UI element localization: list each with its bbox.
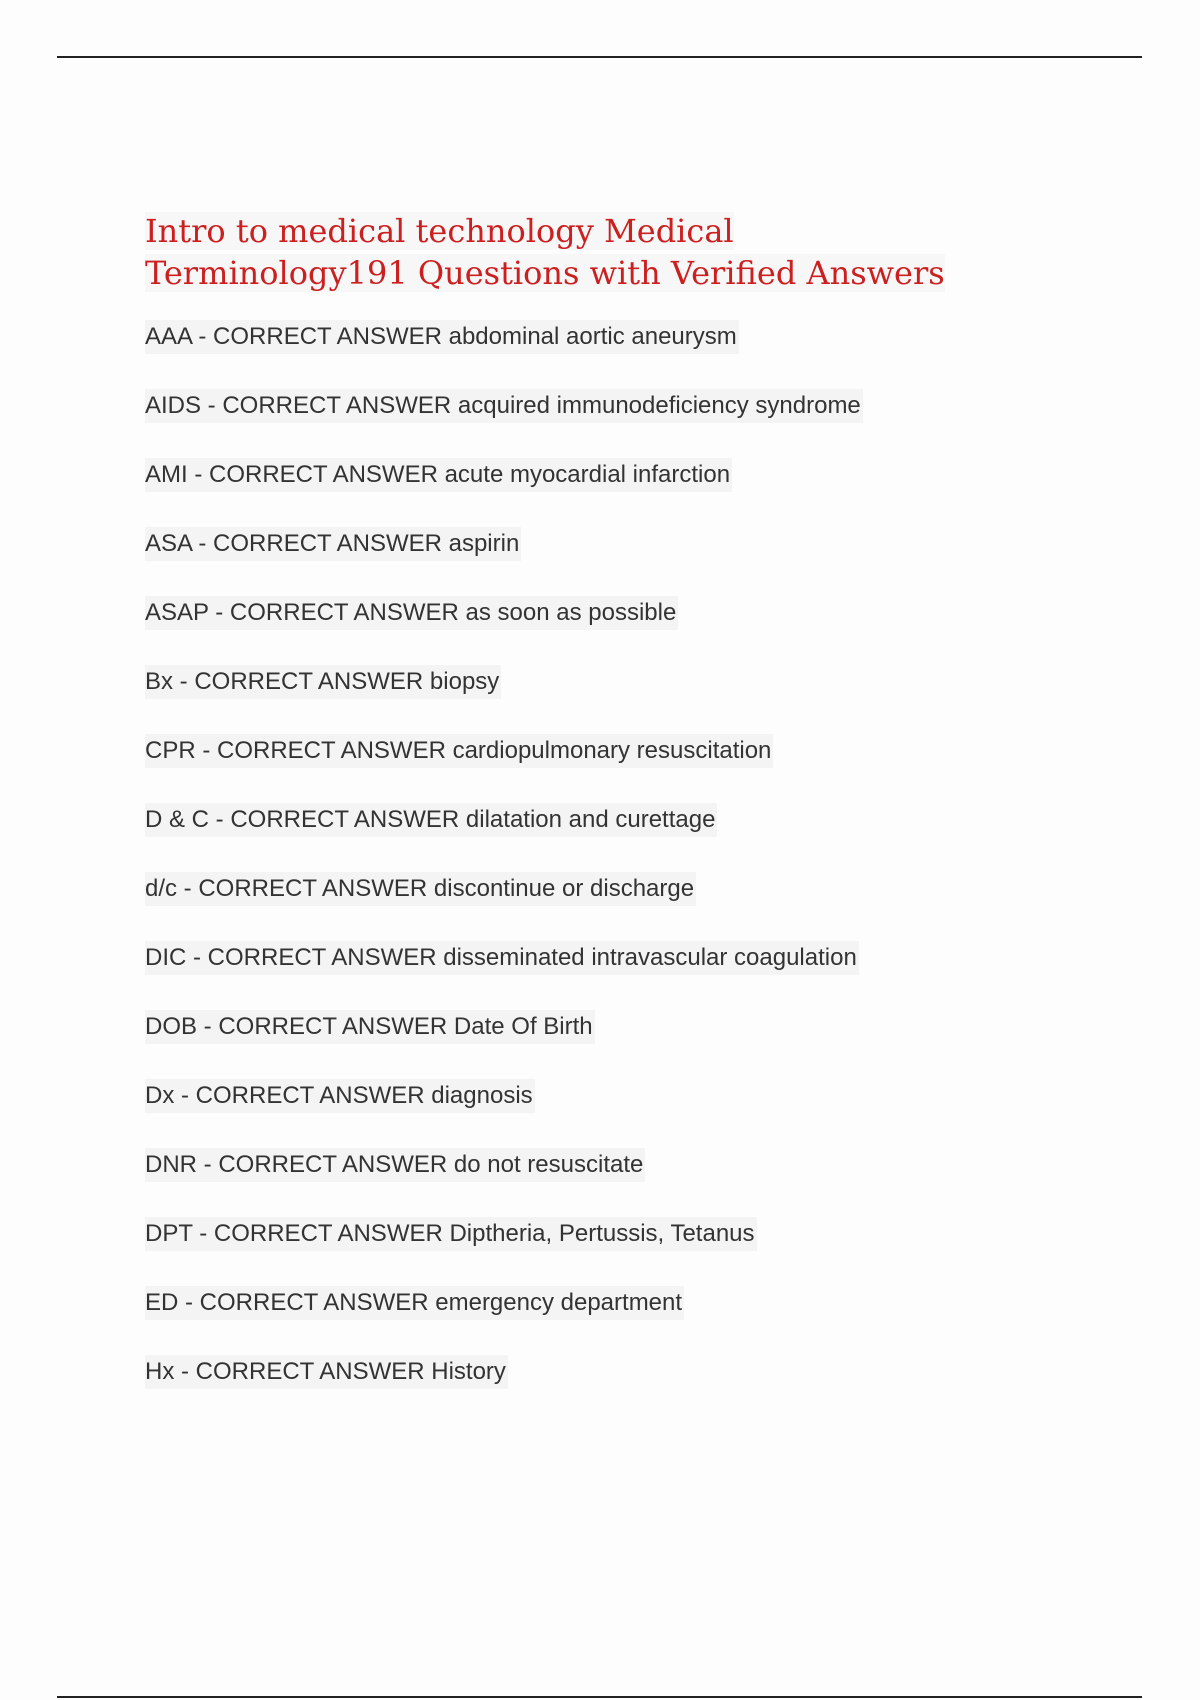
title-block (145, 210, 985, 294)
qa-item (145, 596, 1105, 665)
qa-item-text: ASA - CORRECT ANSWER aspirin (145, 527, 521, 561)
qa-item (145, 872, 1105, 941)
qa-item-text: DOB - CORRECT ANSWER Date Of Birth (145, 1010, 595, 1044)
qa-item-text: Bx - CORRECT ANSWER biopsy (145, 665, 501, 699)
qa-item-text: Dx - CORRECT ANSWER diagnosis (145, 1079, 535, 1113)
document-content (145, 210, 1105, 1424)
qa-item (145, 803, 1105, 872)
qa-item-text: DNR - CORRECT ANSWER do not resuscitate (145, 1148, 645, 1182)
qa-item (145, 1217, 1105, 1286)
qa-item-text: AMI - CORRECT ANSWER acute myocardial infarction (145, 458, 732, 492)
qa-item-text: AAA - CORRECT ANSWER abdominal aortic aneurysm (145, 320, 739, 354)
qa-item-text: ASAP - CORRECT ANSWER as soon as possible (145, 596, 678, 630)
qa-item-text: CPR - CORRECT ANSWER cardiopulmonary resuscitation (145, 734, 773, 768)
qa-item (145, 665, 1105, 734)
qa-item (145, 1079, 1105, 1148)
qa-item (145, 941, 1105, 1010)
qa-item (145, 1148, 1105, 1217)
header-rule (57, 56, 1142, 58)
qa-item-text: AIDS - CORRECT ANSWER acquired immunodeficiency syndrome (145, 389, 863, 423)
qa-item-text: D & C - CORRECT ANSWER dilatation and curettage (145, 803, 717, 837)
qa-item (145, 389, 1105, 458)
footer-rule (57, 1696, 1142, 1698)
document-title: Intro to medical technology Medical Terminology191 Questions with Verified Answers (145, 212, 945, 292)
qa-item-text: DPT - CORRECT ANSWER Diptheria, Pertussis, Tetanus (145, 1217, 757, 1251)
qa-item (145, 1355, 1105, 1424)
qa-item (145, 320, 1105, 389)
qa-item (145, 527, 1105, 596)
qa-item (145, 458, 1105, 527)
qa-item (145, 734, 1105, 803)
qa-item (145, 1010, 1105, 1079)
qa-item-text: Hx - CORRECT ANSWER History (145, 1355, 508, 1389)
qa-list (145, 320, 1105, 1424)
qa-item-text: ED - CORRECT ANSWER emergency department (145, 1286, 684, 1320)
qa-item-text: d/c - CORRECT ANSWER discontinue or discharge (145, 872, 696, 906)
qa-item-text: DIC - CORRECT ANSWER disseminated intravascular coagulation (145, 941, 859, 975)
qa-item (145, 1286, 1105, 1355)
